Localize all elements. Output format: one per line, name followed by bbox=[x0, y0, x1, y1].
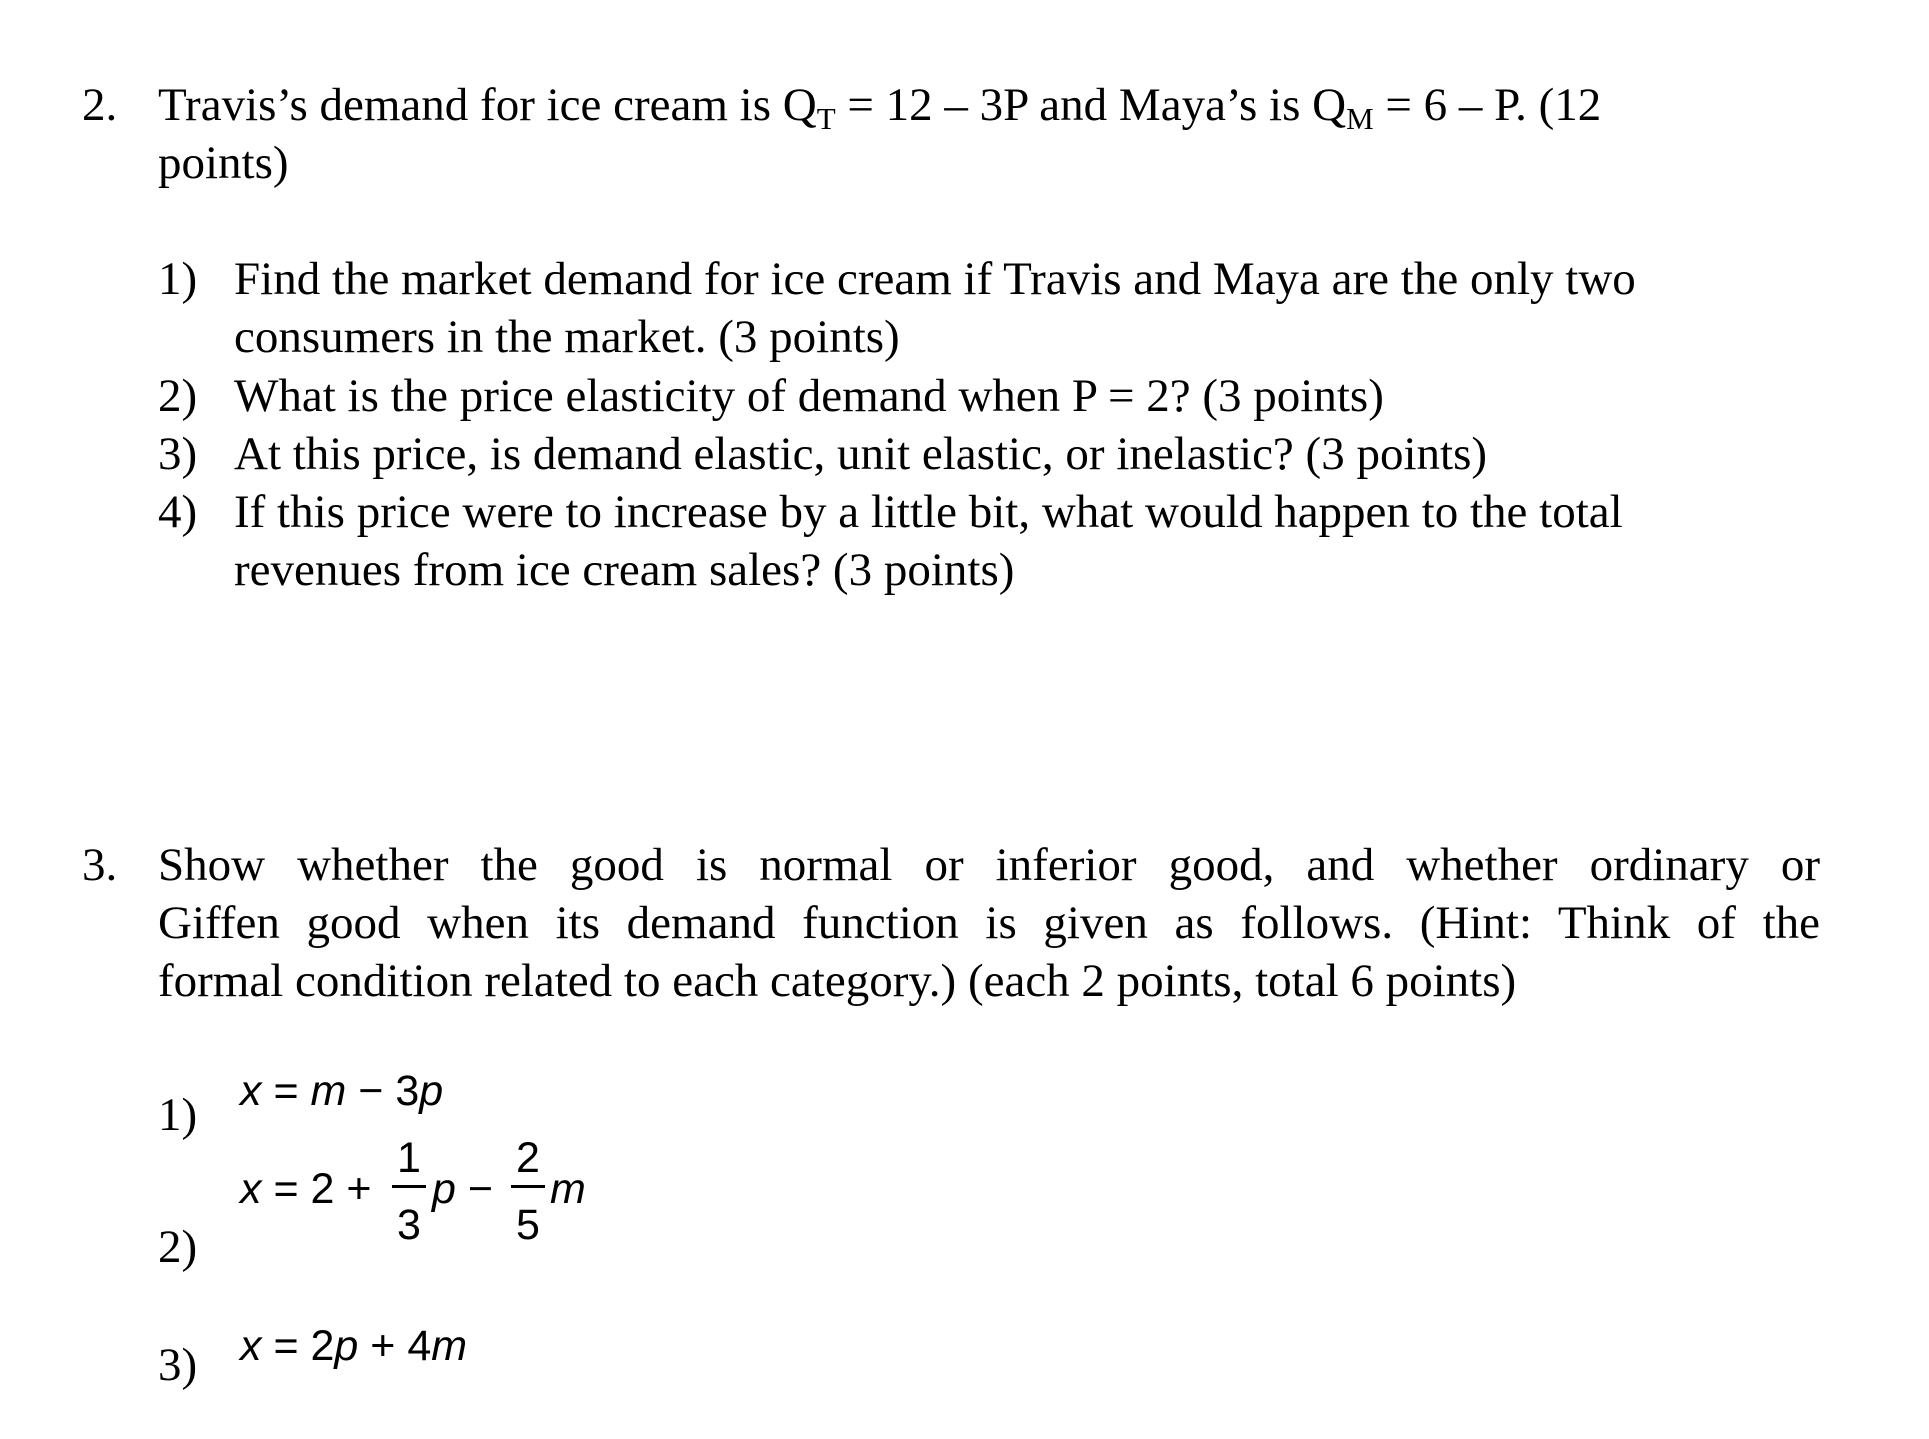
q2-part-number: 3) bbox=[158, 428, 198, 480]
q2-number: 2. bbox=[82, 79, 118, 131]
equation-1 bbox=[240, 1067, 444, 1115]
fraction-1-denominator: 3 bbox=[397, 1201, 421, 1249]
q2-part3-line1: At this price, is demand elastic, unit elastic, or inelastic? (3 points) bbox=[234, 428, 1488, 480]
q3-statement-line3: formal condition related to each category.) (each 2 points, total 6 points) bbox=[158, 955, 1517, 1007]
q2-subscript-t: T bbox=[816, 101, 836, 136]
var-m: m bbox=[431, 1322, 468, 1370]
q2-part-number: 2) bbox=[158, 370, 198, 422]
q3-part-number: 1) bbox=[158, 1089, 198, 1141]
q2-subscript-m: M bbox=[1346, 101, 1374, 136]
q3-statement-line1: Show whether the good is normal or inferior good, and whether ordinary or bbox=[158, 839, 1820, 891]
q2-text-b: = 12 – 3P and Maya’s is Q bbox=[835, 79, 1347, 131]
q2-part4-line1: If this price were to increase by a little bit, what would happen to the total bbox=[234, 486, 1623, 538]
q2-part-number: 1) bbox=[158, 253, 198, 305]
q2-part2-line1: What is the price elasticity of demand when P = 2? (3 points) bbox=[234, 370, 1384, 422]
q2-text-a: Travis’s demand for ice cream is Q bbox=[158, 79, 817, 131]
q2-text-c: = 6 – P. (12 bbox=[1373, 79, 1602, 131]
var-p: p bbox=[432, 1165, 456, 1213]
var-p: p bbox=[419, 1067, 444, 1115]
var-m: m bbox=[310, 1067, 347, 1115]
eq-sign: = 2 bbox=[261, 1322, 335, 1370]
q2-part1-line2: consumers in the market. (3 points) bbox=[234, 311, 900, 363]
fraction-1-numerator: 1 bbox=[397, 1134, 421, 1182]
fraction-2-bar bbox=[511, 1185, 545, 1188]
minus-term: − 3 bbox=[346, 1067, 420, 1115]
var-p: p bbox=[334, 1322, 359, 1370]
fraction-2-denominator: 5 bbox=[516, 1201, 540, 1249]
equation-3 bbox=[240, 1322, 468, 1370]
q3-number: 3. bbox=[82, 839, 118, 891]
fraction-2-numerator: 2 bbox=[516, 1134, 540, 1182]
var-x: x bbox=[240, 1067, 262, 1115]
fraction-1-bar bbox=[392, 1185, 426, 1188]
q2-part4-line2: revenues from ice cream sales? (3 points) bbox=[234, 544, 1015, 596]
equation-2 bbox=[240, 1165, 372, 1213]
eq-sign: = 2 + bbox=[261, 1165, 372, 1213]
q2-statement-line2: points) bbox=[158, 137, 289, 189]
q3-part-number: 2) bbox=[158, 1221, 198, 1273]
var-x: x bbox=[240, 1165, 262, 1213]
eq-sign: = bbox=[261, 1067, 311, 1115]
q3-part-number: 3) bbox=[158, 1339, 198, 1391]
q2-part-number: 4) bbox=[158, 486, 198, 538]
q2-statement-line1 bbox=[158, 79, 1602, 136]
equation-2-middle bbox=[432, 1165, 493, 1213]
equation-2-end bbox=[550, 1165, 586, 1213]
minus-sign: − bbox=[455, 1165, 493, 1213]
q2-part1-line1: Find the market demand for ice cream if Travis and Maya are the only two bbox=[234, 253, 1636, 305]
var-x: x bbox=[240, 1322, 262, 1370]
plus-term: + 4 bbox=[358, 1322, 432, 1370]
q3-statement-line2: Giffen good when its demand function is given as follows. (Hint: Think of the bbox=[158, 897, 1820, 949]
var-m: m bbox=[550, 1165, 586, 1213]
